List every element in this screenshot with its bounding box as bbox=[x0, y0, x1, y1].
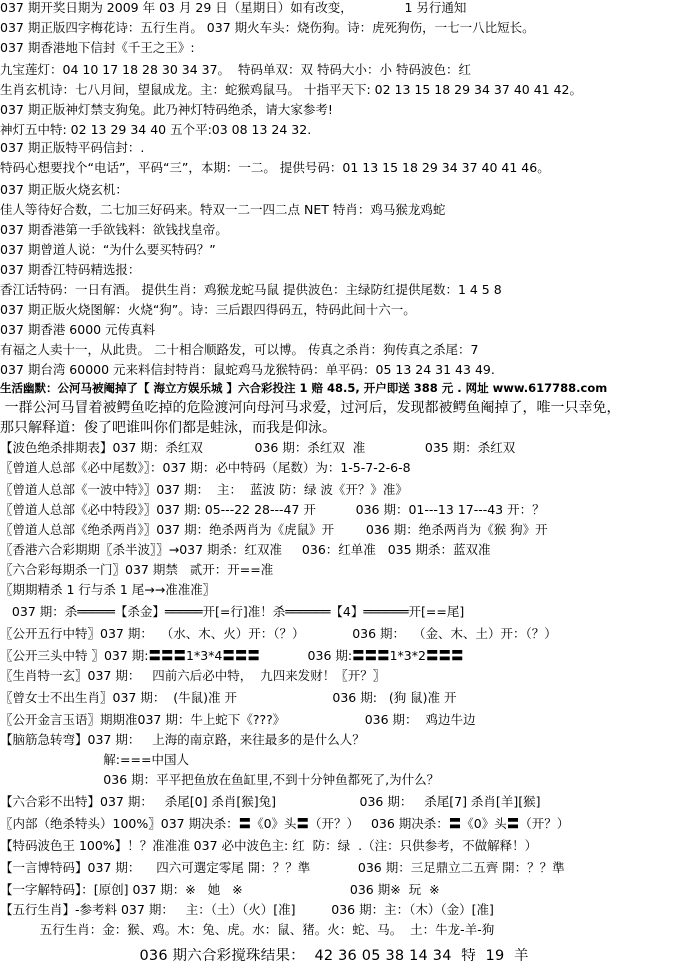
text-line: 〖曾道人总部《必中尾数》〗：037 期：必中特码（尾数）为：1-5-7-2-6-8 bbox=[0, 460, 411, 475]
ad-banner-line: 生活幽默：公河马被阉掉了【 海立方娱乐城 】六合彩投注 1 赔 48.5, 开户即送 388 元 . 网址 www.617788.com bbox=[0, 381, 608, 395]
text-line: 有福之人卖十一，从此贵。 二十相合顺路发，可以博。 传真之杀肖：狗传真之杀尾：7 bbox=[0, 342, 479, 357]
text-line: 036 期：平平把鱼放在鱼缸里,不到十分钟鱼都死了,为什么？ bbox=[0, 772, 440, 787]
text-line: 一群公河马冒着被鳄鱼吃掉的危险渡河向母河马求爱，过河后，发现都被鳄鱼阉掉了，唯一只幸免， bbox=[0, 400, 621, 416]
text-line: 037 期台湾 60000 元来料信封特肖：鼠蛇鸡马龙猴特码：单平码：05 13 24 31 43 49. bbox=[0, 362, 495, 377]
text-line: 037 期开奖日期为 2009 年 03 月 29 日（星期日）如有改变， 1 另行通知 bbox=[0, 0, 467, 15]
text-line: 神灯五中特: 02 13 29 34 40 五个平:03 08 13 24 32. bbox=[0, 122, 312, 137]
text-line: 【五行生肖】-参考料 037 期： 主：（土）（火）[准] 036 期：主：（木）（金）[准] bbox=[0, 902, 494, 917]
text-line: 【一字解特码】：[原创] 037 期：※ 她 ※ 036 期※ 玩 ※ bbox=[0, 882, 440, 897]
text-line: 037 期正版四字梅花诗：五行生肖。 037 期火车头：烧伤狗。诗：虎死狗伤，一七一八比短长。 bbox=[0, 20, 535, 35]
text-line: 037 期香江特码精选报： bbox=[0, 262, 141, 277]
text-line: 〖曾女士不出生肖〗037 期： (牛鼠)准 开 036 期: (狗 鼠)准 开 bbox=[0, 690, 457, 705]
text-line: 〖曾道人总部《一波中特》〗037 期： 主： 蓝波 防：绿 波《开？》准》 bbox=[0, 482, 408, 497]
text-line: 037 期正版神灯禁支狗兔。此乃神灯特码绝杀，请大家参考! bbox=[0, 102, 333, 117]
text-line: 〖期期精杀 1 行与杀 1 尾→→准准准〗 bbox=[0, 582, 216, 597]
text-line: 〖生肖特一玄〗037 期： 四前六后必中特， 九四来发财！〖开？〗 bbox=[0, 668, 386, 683]
text-line: 解:===中国人 bbox=[0, 752, 189, 767]
text-line: 【波色绝杀排期表】037 期：杀红双 036 期：杀红双 准 035 期：杀红双 bbox=[0, 440, 516, 455]
text-line: 【特码波色王 100%】！？准准准 037 必中波色主: 红 防：绿 .（注：只供参考，不做解释！） bbox=[0, 838, 538, 853]
text-line: 037 期香港 6000 元传真料 bbox=[0, 322, 156, 337]
text-line: 佳人等待好合数，二七加三好码来。特双一二一四二点 NET 特肖：鸡马猴龙鸡蛇 bbox=[0, 202, 446, 217]
text-line: 037 期：杀═════【杀金】═════开[=行]准！杀══════【4】══════开[==尾] bbox=[0, 604, 465, 619]
text-line: 【六合彩不出特】037 期： 杀尾[0] 杀肖[猴]兔] 036 期： 杀尾[7] 杀肖[羊][猴] bbox=[0, 794, 541, 809]
draw-result-line: 036 期六合彩搅珠结果： 42 36 05 38 14 34 特 19 羊 bbox=[0, 948, 529, 964]
text-line: 〖内部（绝杀特头）100%〗037 期决杀：〓《0》头〓（开？） 036 期决杀：〓《0》头〓（开？） bbox=[0, 816, 570, 831]
text-line: 五行生肖：金：猴、鸡。木：兔、虎。水：鼠、猪。火：蛇、马。 土：牛龙-羊-狗 bbox=[0, 922, 495, 937]
text-line: 037 期正版特平码信封：. bbox=[0, 140, 145, 155]
text-line: 037 期香港第一手欲钱料：欲钱找皇帝。 bbox=[0, 222, 228, 237]
text-line: 037 期香港地下信封《千王之王》: bbox=[0, 40, 195, 55]
text-line: 〖公开三头中特 〗037 期:〓〓〓1*3*4〓〓〓 036 期:〓〓〓1*3*2〓〓〓 bbox=[0, 648, 464, 663]
text-line: 生肖玄机诗：七八月间，望鼠成龙。主：蛇猴鸡鼠马。 十指平天下: 02 13 15 18 29 34 37 40 41 42。 bbox=[0, 82, 582, 97]
text-line: 【脑筋急转弯】037 期： 上海的南京路，来往最多的是什么人？ bbox=[0, 732, 365, 747]
text-line: 〖曾道人总部《绝杀两肖》〗037 期：绝杀两肖为《虎鼠》开 036 期：绝杀两肖为《猴 狗》开 bbox=[0, 522, 548, 537]
text-line: 〖公开五行中特〗037 期： （水、木、火）开：（？） 036 期： （金、木、土）开：（？） bbox=[0, 626, 557, 641]
text-line: 〖香港六合彩期期〖杀半波〗〗→037 期杀：红双准 036：红单准 035 期杀：蓝双准 bbox=[0, 542, 491, 557]
text-line: 037 期正版火烧玄机： bbox=[0, 182, 128, 197]
text-line: 037 期曾道人说：“为什么要买特码？” bbox=[0, 242, 216, 257]
text-line: 【一言博特码】037 期： 四六可選定零尾 開：？？準 036 期：三足鼎立二五齊 開：？？準 bbox=[0, 860, 565, 875]
text-line: 香江话特码：一日有酒。 提供生肖：鸡猴龙蛇马鼠 提供波色：主绿防红提供尾数：1 4 5 8 bbox=[0, 282, 502, 297]
text-line: 〖公开金言玉语〗期期准037 期：牛上蛇下《???》 036 期： 鸡边牛边 bbox=[0, 712, 476, 727]
text-line: 〖六合彩每期杀一门〗037 期禁 贰开：开==准 bbox=[0, 562, 274, 577]
text-line: 那只解释道：俊了吧谁叫你们都是蛙泳，而我是仰泳。 bbox=[0, 420, 336, 436]
text-line: 九宝莲灯：04 10 17 18 28 30 34 37。 特码单双：双 特码大小：小 特码波色：红 bbox=[0, 62, 471, 77]
text-line: 〖曾道人总部《必中特段》〗037 期: 05---22 28---47 开 036 期：01---13 17---43 开：？ bbox=[0, 502, 545, 517]
text-line: 特码心想要找个“电话”，平码“三”，本期：一二。 提供号码：01 13 15 18 29 34 37 40 41 46。 bbox=[0, 160, 550, 175]
text-line: 037 期正版火烧图解：火烧“狗”。诗：三后跟四得码五，特码此间十六一。 bbox=[0, 302, 416, 317]
